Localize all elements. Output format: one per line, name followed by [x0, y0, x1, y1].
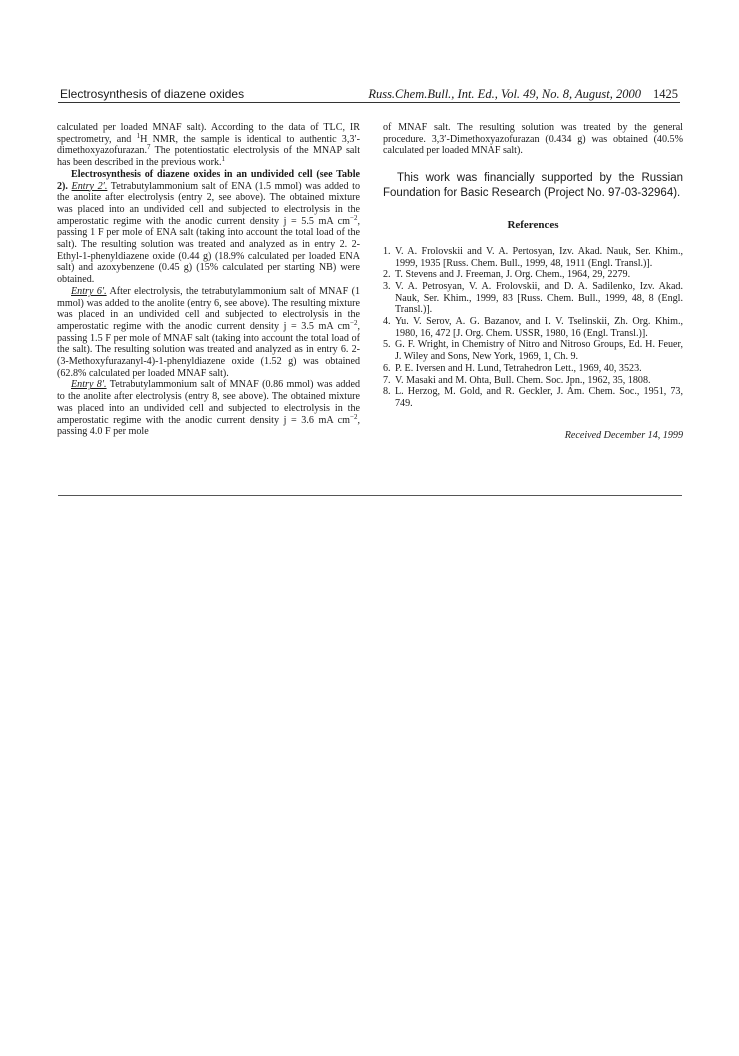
- references-list: [383, 246, 683, 410]
- received-date: Received December 14, 1999: [564, 429, 683, 441]
- footer-rule: [58, 495, 682, 496]
- reference-item: [383, 375, 683, 387]
- entry-label: Entry 2′.: [71, 180, 108, 192]
- reference-item: [383, 339, 683, 362]
- text-span: Tetrabutylammonium salt of ENA (1.5 mmol) was added to the anolite after electrolysis (entry 2, see above). The obtained mixture was placed into an undivided cell and subjected to electrolysis in the amperostatic regime with the anodic current density j = 5.5 mA cm: [57, 180, 361, 227]
- left-column: [57, 122, 360, 438]
- reference-item: [383, 281, 683, 316]
- entry-label: Entry 8′.: [71, 379, 107, 391]
- superscript: 1: [221, 155, 226, 164]
- superscript: 1: [136, 131, 141, 140]
- reference-number: 2.: [383, 269, 391, 281]
- reference-text: V. A. Frolovskii and V. A. Pertosyan, Izv. Akad. Nauk, Ser. Khim., 1999, 1935 [Russ. Chem. Bull., 1999, 48, 1911 (Engl. Transl.)].: [395, 245, 683, 269]
- superscript: −2: [350, 412, 358, 421]
- references-heading: References: [507, 219, 559, 232]
- superscript: 7: [146, 143, 151, 152]
- running-header: [58, 84, 680, 103]
- section-run-in-heading: Electrosynthesis of diazene oxides in an undivided cell (see Table 2).: [57, 168, 360, 192]
- journal-info: Russ.Chem.Bull., Int. Ed., Vol. 49, No. 8, August, 2000: [368, 87, 641, 101]
- right-column: [383, 122, 683, 441]
- text-span: The potentiostatic electrolysis of the MNAP salt has been described in the previous work.: [57, 145, 360, 169]
- superscript: −2: [350, 213, 358, 222]
- paragraph-undivided-cell: [57, 169, 360, 286]
- reference-number: 3.: [383, 280, 391, 292]
- reference-item: [383, 363, 683, 375]
- reference-text: V. Masaki and M. Ohta, Bull. Chem. Soc. Jpn., 1962, 35, 1808.: [395, 374, 651, 386]
- text-span: , passing 1 F per mole of ENA salt (taking into account the total load of the salt). The resulting solution was treated and analyzed as in entry 2. 2-Ethyl-1-phenyldiazene oxide (0.44 g) (18.9% calculated per loaded ENA salt) and azoxybenzene (0.45 g) (15% calculated per starting NB) were obtained.: [57, 215, 360, 286]
- journal-citation: [368, 86, 678, 102]
- reference-number: 8.: [383, 386, 391, 398]
- reference-item: [383, 246, 683, 269]
- reference-number: 4.: [383, 316, 391, 328]
- paragraph-continued-right: of MNAF salt. The resulting solution was treated by the general procedure. 3,3′-Dimethoxyazofurazan (0.434 g) was obtained (40.5% calculated per loaded MNAF salt).: [383, 122, 683, 157]
- reference-text: G. F. Wright, in Chemistry of Nitro and Nitroso Groups, Ed. H. Feuer, J. Wiley and Sons, New York, 1969, 1, Ch. 9.: [395, 339, 683, 363]
- text-span: calculated per loaded MNAF salt). According to the data of TLC, IR spectrometry, and: [57, 122, 360, 145]
- paragraph-entry-6: [57, 286, 360, 380]
- reference-text: P. E. Iversen and H. Lund, Tetrahedron Lett., 1969, 40, 3523.: [395, 362, 642, 374]
- text-span: , passing 4.0 F per mole: [57, 414, 360, 438]
- text-span: Tetrabutylammonium salt of MNAF (0.86 mmol) was added to the anolite after electrolysis (entry 8, see above). The obtained mixture was placed into an undivided cell and subjected to electrolysis in the amperostatic regime with the anodic current density j = 3.6 mA cm: [57, 379, 360, 426]
- superscript: −2: [350, 318, 358, 327]
- acknowledgment: This work was financially supported by the Russian Foundation for Basic Research (Project No. 97-03-32964).: [383, 172, 683, 199]
- page-number: 1425: [653, 87, 678, 101]
- text-span: , passing 1.5 F per mole of MNAF salt (taking into account the total load of the salt). The resulting solution was treated and analyzed as in entry 6. 2-(3-Methoxyfurazanyl-4)-1-phenyldiazene oxide (1.52 g) was obtained (62.8% calculated per loaded MNAF salt).: [57, 320, 360, 379]
- text-span: H NMR, the sample is identical to authentic 3,3′-dimethoxyazofurazan.: [57, 133, 360, 157]
- reference-text: Yu. V. Serov, A. G. Bazanov, and I. V. Tselinskii, Zh. Org. Khim., 1980, 16, 472 [J. Org. Chem. USSR, 1980, 16 (Engl. Transl.)].: [395, 316, 683, 339]
- reference-item: [383, 386, 683, 409]
- entry-label: Entry 6′.: [71, 285, 107, 297]
- reference-number: 7.: [383, 374, 391, 386]
- paragraph-continued: [57, 122, 360, 169]
- reference-number: 1.: [383, 245, 391, 257]
- paragraph-entry-8: [57, 379, 360, 438]
- reference-text: V. A. Petrosyan, V. A. Frolovskii, and D. A. Sadilenko, Izv. Akad. Nauk, Ser. Khim., 1999, 83 [Russ. Chem. Bull., 1999, 48, 8 (Engl. Transl.)].: [395, 280, 683, 316]
- reference-text: T. Stevens and J. Freeman, J. Org. Chem., 1964, 29, 2279.: [395, 269, 631, 281]
- reference-item: [383, 316, 683, 339]
- reference-text: L. Herzog, M. Gold, and R. Geckler, J. Am. Chem. Soc., 1951, 73, 749.: [395, 386, 683, 409]
- reference-number: 5.: [383, 339, 391, 351]
- reference-item: [383, 269, 683, 281]
- text-span: After electrolysis, the tetrabutylammonium salt of MNAF (1 mmol) was added to the anolite (entry 6, see above). The resulting mixture was placed in an undivided cell and subjected to electrolysis in the amperostatic regime with the anodic current density j = 3.5 mA cm: [57, 285, 360, 332]
- running-title: Electrosynthesis of diazene oxides: [60, 87, 245, 101]
- reference-number: 6.: [383, 362, 391, 374]
